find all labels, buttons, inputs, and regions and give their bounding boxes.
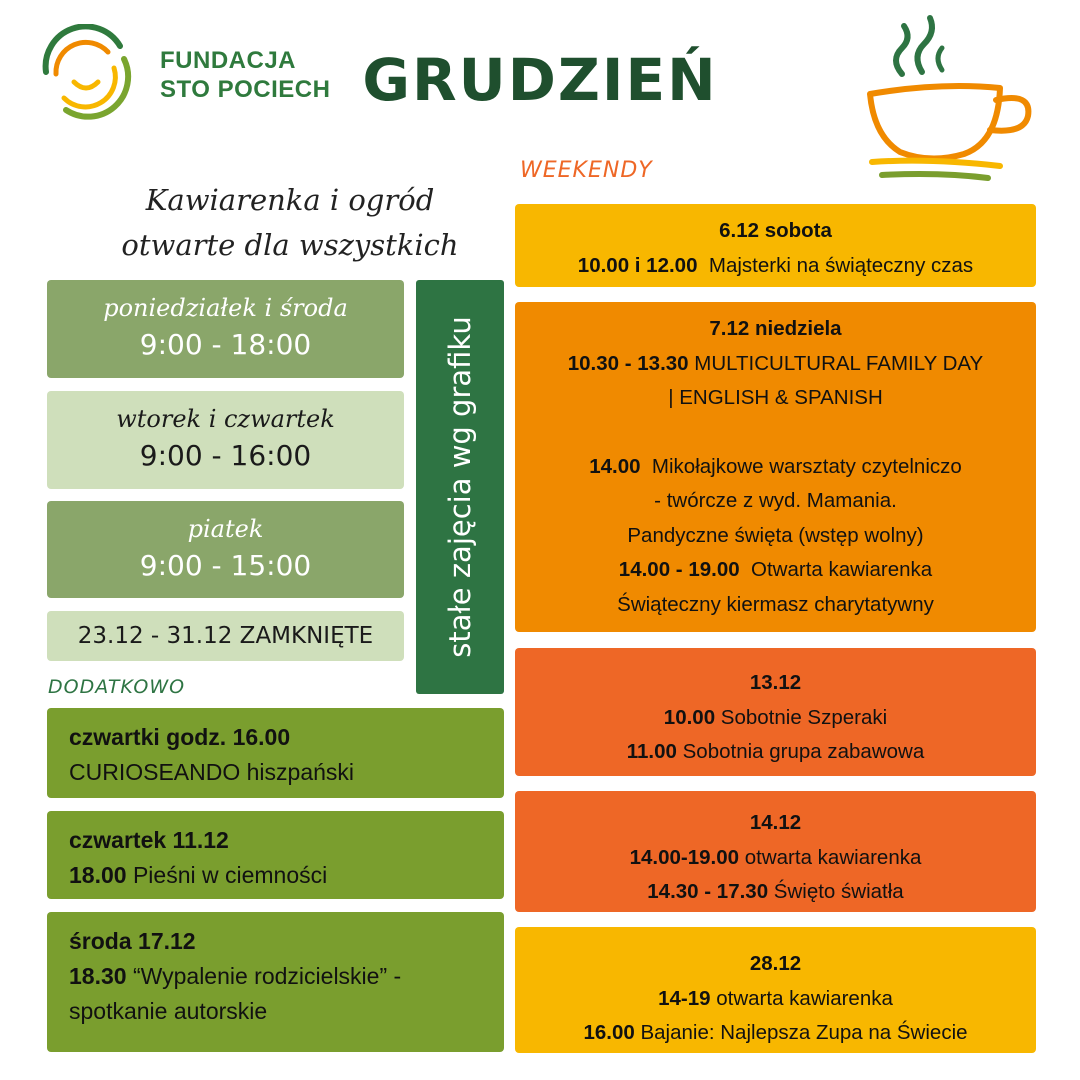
tagline-line1: Kawiarenka i ogród bbox=[145, 183, 435, 217]
item-time: 10.30 - 13.30 bbox=[567, 351, 689, 375]
item-date: 14.12 bbox=[749, 811, 802, 834]
hours-day: poniedziałek i środa bbox=[103, 294, 348, 322]
item-date: 6.12 sobota bbox=[719, 219, 832, 242]
item-text: “Wypalenie rodzicielskie” - bbox=[126, 963, 402, 989]
hours-day: piatek bbox=[187, 515, 264, 543]
item-text: Sobotnie Szperaki bbox=[715, 705, 888, 729]
item-text: Sobotnia grupa zabawowa bbox=[676, 740, 925, 763]
weekend-item bbox=[515, 927, 1036, 1053]
item-time: 11.00 bbox=[626, 740, 677, 763]
weekend-item bbox=[515, 791, 1036, 912]
item-date: 28.12 bbox=[749, 952, 802, 975]
item-time: 14.00 - 19.00 bbox=[618, 558, 740, 581]
item-text: - twórcze z wyd. Mamania. bbox=[654, 489, 897, 512]
tagline-line2: otwarte dla wszystkich bbox=[121, 228, 459, 262]
item-text: Świąteczny kiermasz charytatywny bbox=[617, 592, 934, 616]
item-text: Otwarta kawiarenka bbox=[739, 558, 933, 581]
item-date: środa 17.12 bbox=[69, 928, 196, 954]
item-date: 13.12 bbox=[749, 671, 802, 694]
item-time: 14.30 - 17.30 bbox=[647, 880, 769, 903]
item-text: Mikołajkowe warsztaty czytelniczo bbox=[640, 454, 962, 478]
vertical-label: stałe zajęcia wg grafiku bbox=[443, 316, 477, 658]
item-time: czwartki godz. 16.00 bbox=[69, 724, 291, 750]
page-title: GRUDZIEŃ bbox=[362, 46, 718, 114]
item-time: 18.00 bbox=[69, 862, 127, 888]
weekend-item bbox=[515, 648, 1036, 776]
tagline bbox=[80, 178, 500, 268]
item-text: Bajanie: Najlepsza Zupa na Świecie bbox=[634, 1021, 968, 1044]
hours-fri bbox=[47, 501, 404, 598]
item-date: 7.12 niedziela bbox=[709, 317, 842, 340]
item-text: otwarta kawiarenka bbox=[739, 845, 922, 869]
item-text: MULTICULTURAL FAMILY DAY bbox=[688, 351, 984, 375]
logo-line2: STO POCIECH bbox=[160, 76, 331, 103]
item-time: 10.00 bbox=[663, 705, 716, 729]
weekend-item bbox=[515, 204, 1036, 287]
item-text: Święto światła bbox=[768, 880, 904, 903]
additional-item bbox=[47, 811, 504, 899]
item-text: | ENGLISH & SPANISH bbox=[668, 386, 883, 409]
item-text: Majsterki na świąteczny czas bbox=[697, 253, 974, 277]
item-text: spotkanie autorskie bbox=[69, 998, 268, 1024]
hours-time: 9:00 - 18:00 bbox=[139, 328, 312, 361]
vertical-label-box bbox=[416, 280, 504, 694]
item-time: 14.00 bbox=[589, 454, 641, 478]
item-text: Pandyczne święta (wstęp wolny) bbox=[627, 523, 924, 547]
hours-time: 9:00 - 16:00 bbox=[139, 439, 312, 472]
item-time: 14-19 bbox=[658, 986, 711, 1010]
additional-item bbox=[47, 708, 504, 798]
item-time: 18.30 bbox=[69, 963, 127, 989]
item-time: 16.00 bbox=[583, 1021, 635, 1044]
weekend-label: WEEKENDY bbox=[520, 158, 653, 183]
weekend-item bbox=[515, 302, 1036, 632]
hours-mon-wed bbox=[47, 280, 404, 378]
item-time: 10.00 i 12.00 bbox=[577, 253, 698, 277]
item-text: CURIOSEANDO hiszpański bbox=[69, 759, 355, 785]
closed-notice: 23.12 - 31.12 ZAMKNIĘTE bbox=[47, 611, 404, 661]
item-text: otwarta kawiarenka bbox=[710, 986, 893, 1010]
additional-label: DODATKOWO bbox=[48, 676, 186, 698]
item-time: 14.00-19.00 bbox=[629, 845, 740, 869]
hours-day: wtorek i czwartek bbox=[116, 405, 335, 433]
hours-time: 9:00 - 15:00 bbox=[139, 549, 312, 582]
additional-item bbox=[47, 912, 504, 1052]
item-text: Pieśni w ciemności bbox=[126, 862, 328, 888]
coffee-cup-icon bbox=[860, 12, 1040, 187]
hours-tue-thu bbox=[47, 391, 404, 489]
item-date: czwartek 11.12 bbox=[69, 827, 229, 853]
logo-line1: FUNDACJA bbox=[160, 47, 296, 74]
